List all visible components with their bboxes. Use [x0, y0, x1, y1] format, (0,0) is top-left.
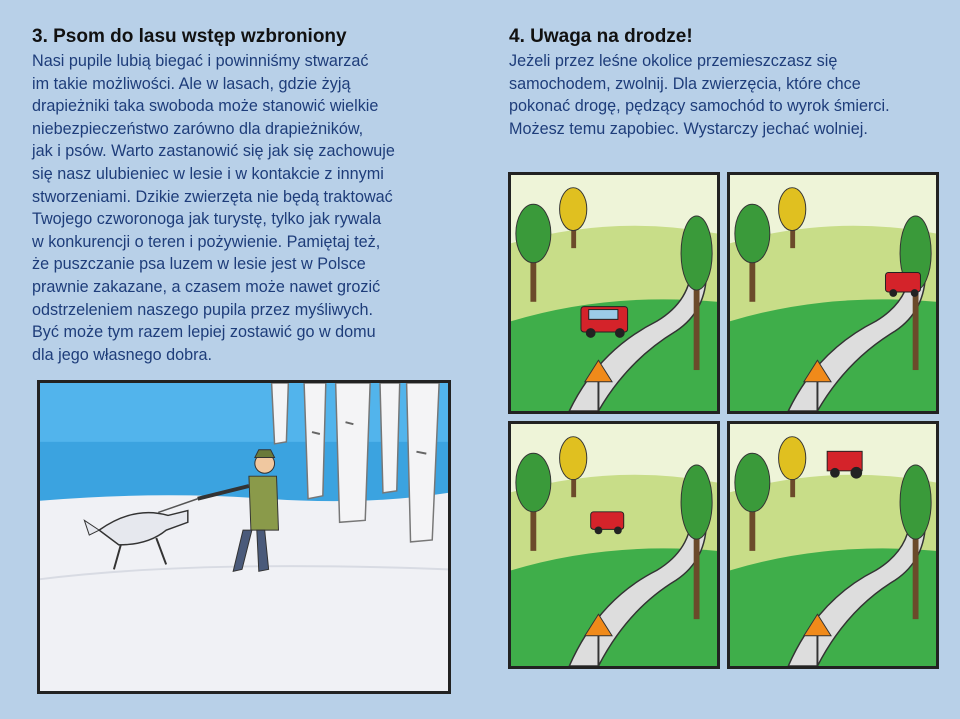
road-panel-1	[508, 172, 720, 414]
section-3	[32, 26, 452, 366]
section-4	[509, 26, 929, 140]
road-panel-3	[508, 421, 720, 669]
dog-forest-illustration	[37, 380, 451, 694]
road-panel-2	[727, 172, 939, 414]
section-4-heading: 4. Uwaga na drodze!	[509, 26, 693, 47]
section-4-body: Jeżeli przez leśne okolice przemieszczasz się samochodem, zwolnij. Dla zwierzęcia, które chce pokonać drogę, pędzący samochód to wyrok śmierci. Możesz temu zapobiec. Wystarczy jechać wolniej.	[509, 52, 890, 138]
road-panel-4	[727, 421, 939, 669]
section-3-heading: 3. Psom do lasu wstęp wzbroniony	[32, 26, 347, 47]
section-3-body: Nasi pupile lubią biegać i powinniśmy stwarzać im takie możliwości. Ale w lasach, gdzie żyją drapieżniki taka swoboda może stanowić wielkie niebezpieczeństwo zarówno dla drapieżników, jak i psów. Warto zastanowić się jak się zachowuje się nasz ulubieniec w lesie i w kontakcie z innymi stworzeniami. Dzikie zwierzęta nie będą traktować Twojego czworonoga jak turystę, tylko jak rywala w konkurencji o teren i pożywienie. Pamiętaj też, że puszczanie psa luzem w lesie jest w Polsce prawnie zakazane, a czasem może nawet grozić odstrzeleniem naszego pupila przez myśliwych. Być może tym razem lepiej zostawić go w domu dla jego własnego dobra.	[32, 52, 395, 364]
